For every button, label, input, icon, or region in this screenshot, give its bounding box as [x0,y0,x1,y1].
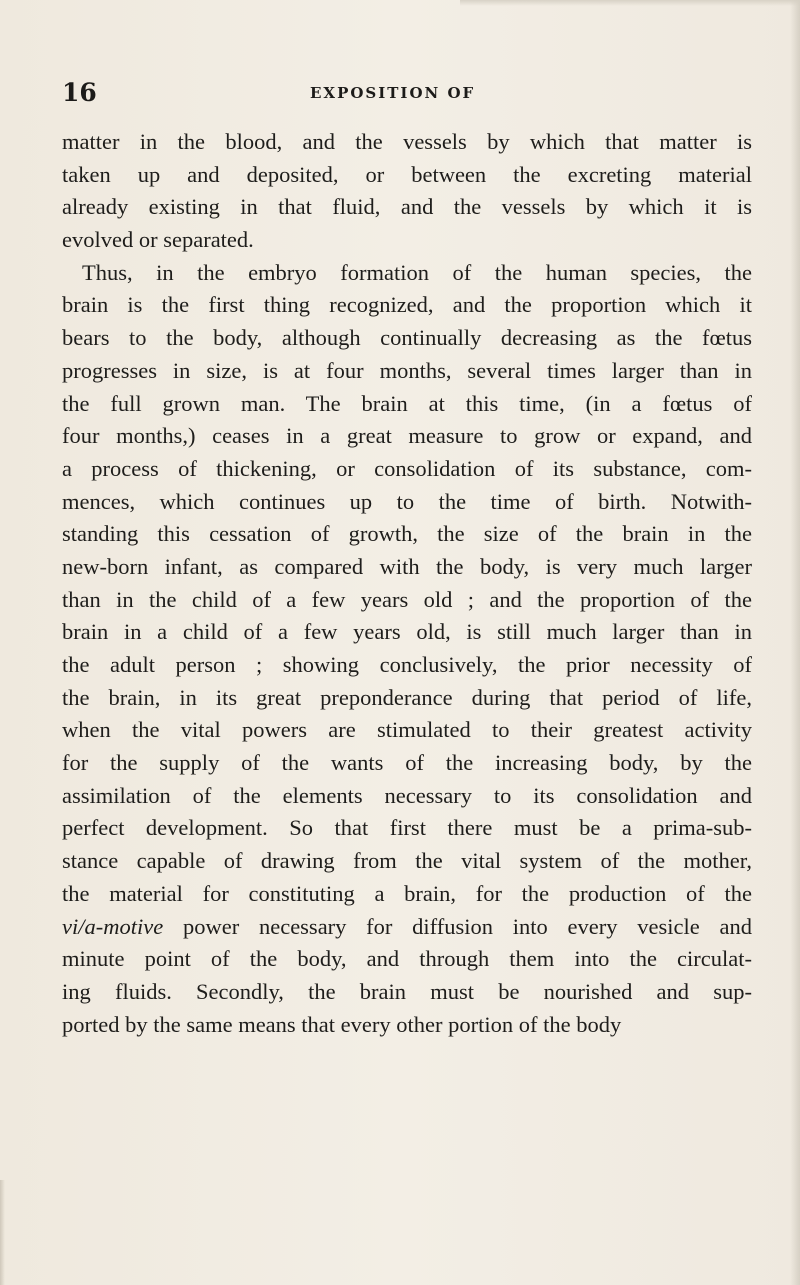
text-line: four months,) ceases in a great measure to grow or expand, and [62,423,752,449]
text-line: evolved or separated. [62,227,254,253]
text-line: taken up and deposited, or between the excreting material [62,161,752,187]
text-line: the adult person ; showing conclusively, the prior necessity of [62,652,752,677]
running-head: EXPOSITION OF [310,84,476,102]
italic-phrase: vi/a-motive [62,913,164,939]
text-line: stance capable of drawing from the vital system of the mother, [62,848,752,874]
page-top-shadow [460,0,800,6]
page-right-shadow [790,0,800,1285]
text-line: a process of thickening, or consolidation of its substance, com- [62,455,752,481]
text-line: the material for constituting a brain, for the production of the [62,880,752,906]
text-line: brain is the first thing recognized, and the proportion which it [62,292,752,318]
text-line: progresses in size, is at four months, several times larger than in [62,357,752,383]
text-line: ported by the same means that every other portion of the body [62,1011,622,1037]
text-line-rest: power necessary for diffusion into every vesicle and [163,913,752,939]
text-line: already existing in that fluid, and the vessels by which it is [62,194,752,220]
text-line: ing fluids. Secondly, the brain must be nourished and sup- [62,978,752,1004]
page-header [62,78,746,108]
text-line: Thus, in the embryo formation of the human species, the [82,259,752,285]
body-text [62,126,752,1041]
page-number: 16 [62,78,97,107]
text-line: perfect development. So that first there must be a prima-sub- [62,815,752,841]
text-line: for the supply of the wants of the increasing body, by the [62,750,752,776]
text-line: standing this cessation of growth, the size of the brain in the [62,521,752,547]
text-line: assimilation of the elements necessary to its consolidation and [62,782,752,808]
text-line: minute point of the body, and through them into the circulat- [62,946,752,972]
text-line: new-born infant, as compared with the body, is very much larger [62,553,752,579]
text-line: the full grown man. The brain at this time, (in a fœtus of [62,390,752,416]
text-line: brain in a child of a few years old, is still much larger than in [62,619,752,645]
page-left-mark [0,1180,5,1285]
text-line: bears to the body, although continually decreasing as the fœtus [62,325,752,351]
text-line: mences, which continues up to the time of birth. Notwith- [62,488,752,514]
text-line-with-italic [62,911,752,944]
text-line: matter in the blood, and the vessels by which that matter is [62,129,752,154]
text-line: when the vital powers are stimulated to their greatest activity [62,717,752,743]
text-line: the brain, in its great preponderance during that period of life, [62,684,752,710]
text-line: than in the child of a few years old ; and the proportion of the [62,586,752,612]
